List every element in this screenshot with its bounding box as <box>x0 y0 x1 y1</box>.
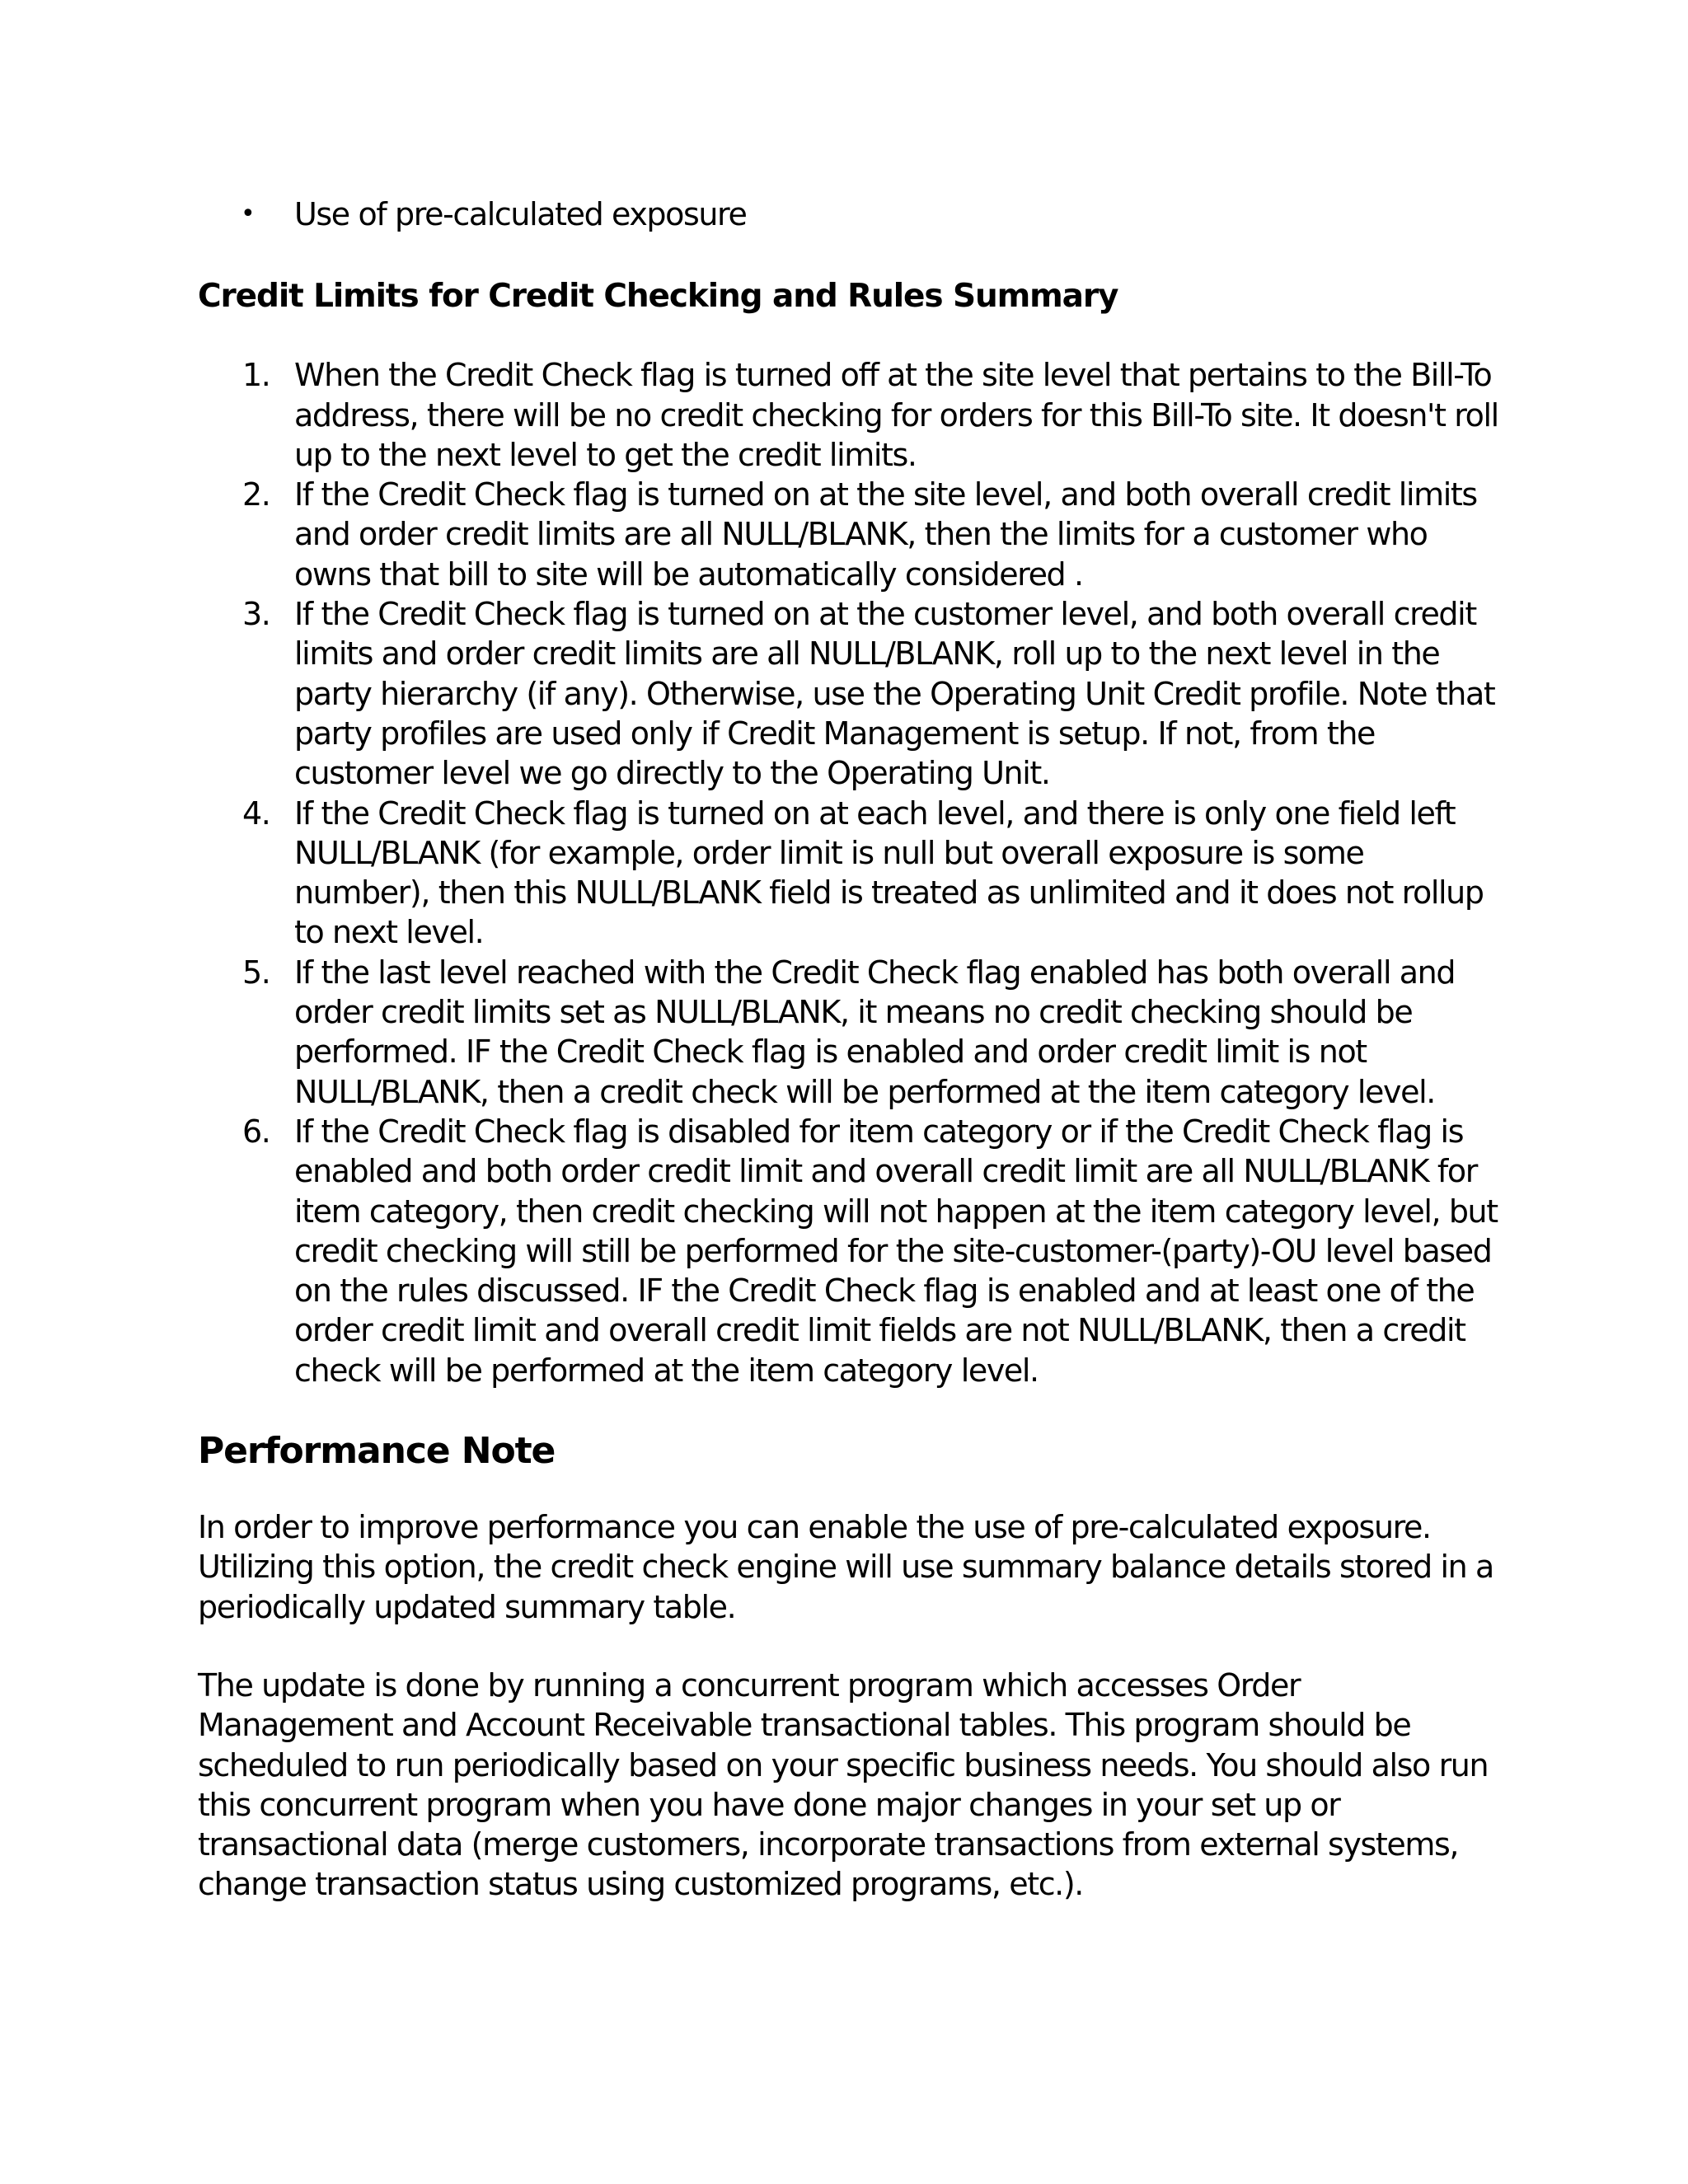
performance-paragraph: In order to improve performance you can enable the use of pre-calculated exposure. Utilizing this option, the credit check engine will use summary balance details stored in a periodically updated summary table. <box>198 1509 1493 1625</box>
list-item-number: 4. <box>242 794 270 832</box>
list-item-text: When the Credit Check flag is turned off at the site level that pertains to the Bill-To address, there will be no credit checking for orders for this Bill-To site. It doesn't roll up to the next level to get the credit limits. <box>294 357 1498 473</box>
list-item <box>198 794 1500 953</box>
bullet-list <box>198 194 1500 234</box>
credit-limits-heading: Credit Limits for Credit Checking and Rules Summary <box>198 278 1118 316</box>
list-item-number: 1. <box>242 357 270 394</box>
list-item-number: 6. <box>242 1113 270 1150</box>
bullet-item <box>198 194 1500 234</box>
bullet-text: Use of pre-calculated exposure <box>294 196 747 232</box>
list-item-number: 5. <box>242 954 270 991</box>
list-item-number: 2. <box>242 476 270 513</box>
list-item <box>198 1112 1500 1390</box>
performance-paragraph: The update is done by running a concurrent program which accesses Order Management and Account Receivable transactional tables. This program should be scheduled to run periodically based on your specific business needs. You should also run this concurrent program when you have done major changes in your set up or transactional data (merge customers, incorporate transactions from external systems, change transaction status using customized programs, etc.). <box>198 1666 1489 1903</box>
list-item-number: 3. <box>242 596 270 633</box>
list-item <box>198 355 1500 475</box>
document-page <box>198 194 1500 1905</box>
performance-note-heading: Performance Note <box>198 1430 556 1473</box>
list-item <box>198 953 1500 1112</box>
bullet-dot-icon: • <box>241 199 255 228</box>
list-item-text: If the last level reached with the Credit Check flag enabled has both overall and order credit limits set as NULL/BLANK, it means no credit checking should be performed. IF the Credit Check flag is enabled and order credit limit is not NULL/BLANK, then a credit check will be performed at the item category level. <box>294 954 1456 1110</box>
list-item-text: If the Credit Check flag is turned on at the site level, and both overall credit limits and order credit limits are all NULL/BLANK, then the limits for a customer who owns that bill to site will be automatically considered . <box>294 476 1477 593</box>
credit-rules-list <box>198 355 1500 1390</box>
list-item-text: If the Credit Check flag is turned on at the customer level, and both overall credit limits and order credit limits are all NULL/BLANK, roll up to the next level in the party hierarchy (if any). Otherwise, use the Operating Unit Credit profile. Note that party profiles are used only if Credit Management is setup. If not, from the customer level we go directly to the Operating Unit. <box>294 596 1495 792</box>
list-item <box>198 475 1500 594</box>
list-item-text: If the Credit Check flag is disabled for item category or if the Credit Check flag is enabled and both order credit limit and overall credit limit are all NULL/BLANK for item category, then credit checking will not happen at the item category level, but credit checking will still be performed for the site-customer-(party)-OU level based on the rules discussed. IF the Credit Check flag is enabled and at least one of the order credit limit and overall credit limit fields are not NULL/BLANK, then a credit check will be performed at the item category level. <box>294 1113 1498 1389</box>
list-item <box>198 594 1500 793</box>
list-item-text: If the Credit Check flag is turned on at each level, and there is only one field left NULL/BLANK (for example, order limit is null but overall exposure is some number), then this NULL/BLANK field is treated as unlimited and it does not rollup to next level. <box>294 794 1484 951</box>
